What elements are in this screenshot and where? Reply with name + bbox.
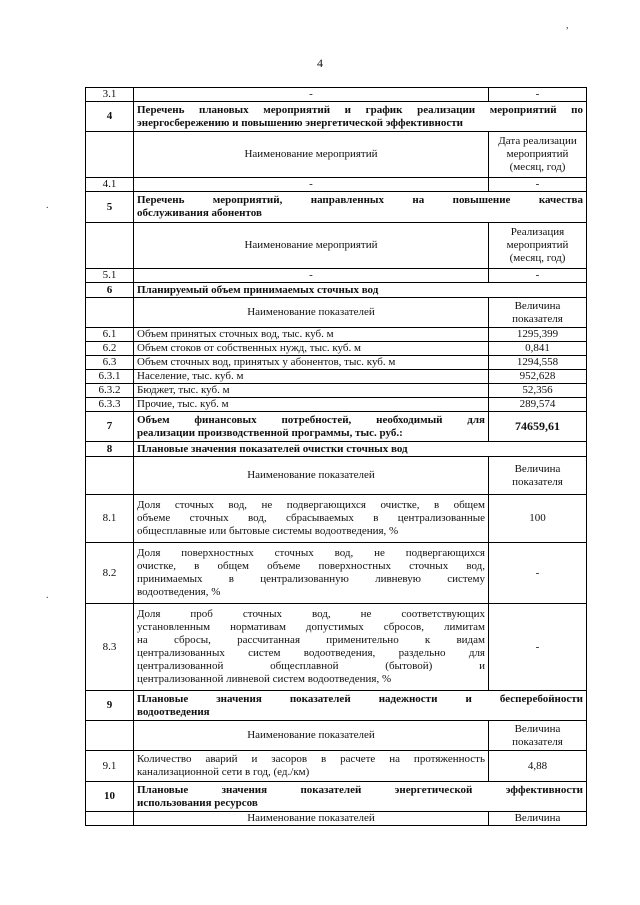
margin-mark-top: . <box>46 200 49 211</box>
column-header-value <box>489 298 587 328</box>
row-name <box>134 751 489 782</box>
header-line: показателя <box>512 475 563 488</box>
column-header-value <box>489 223 587 269</box>
section-title: Плановые значения показателей очистки сточных вод <box>134 442 587 457</box>
header-line: Величина <box>514 722 561 735</box>
header-line: Величина <box>514 299 561 312</box>
text-line: Доля поверхностных сточных вод, не подвергающихся <box>137 547 485 559</box>
column-header-value <box>489 132 587 178</box>
section-title-line: обслуживания абонентов <box>137 207 262 219</box>
section-title-line: Плановые значения показателей надежности и бесперебойности <box>137 692 583 705</box>
column-header-name: Наименование мероприятий <box>134 132 489 178</box>
column-header-value <box>489 457 587 495</box>
row-number: 5.1 <box>86 269 134 283</box>
table-row <box>86 495 587 543</box>
header-line: показателя <box>512 312 563 325</box>
section-title-line: Плановые значения показателей энергетической эффективности <box>137 783 583 796</box>
text-line: канализационной сети в год, (ед./км) <box>137 766 310 778</box>
margin-mark-bottom: . <box>46 590 49 601</box>
header-line: (месяц, год) <box>509 252 566 264</box>
section-title-line: реализации производственной программы, тыс. руб.: <box>137 426 403 439</box>
table-row <box>86 370 587 384</box>
table-row <box>86 398 587 412</box>
header-line: мероприятий <box>506 148 569 160</box>
text-line: Количество аварий и засоров в расчете на протяженность <box>137 753 485 765</box>
row-value: 4,88 <box>489 751 587 782</box>
column-header-row <box>86 298 587 328</box>
row-number: 6.3 <box>86 356 134 370</box>
corner-mark: , <box>566 20 569 31</box>
row-name: Бюджет, тыс. куб. м <box>134 384 489 398</box>
row-value: 100 <box>489 495 587 543</box>
row-number: 6.3.2 <box>86 384 134 398</box>
row-number: 9.1 <box>86 751 134 782</box>
row-name <box>134 495 489 543</box>
section-title-line: Перечень плановых мероприятий и график реализации мероприятий по <box>137 103 583 116</box>
row-name <box>134 543 489 604</box>
column-header-row <box>86 812 587 826</box>
row-value: 952,628 <box>489 370 587 384</box>
header-line: Величина <box>514 462 561 475</box>
section-title <box>134 691 587 721</box>
row-number: 4.1 <box>86 178 134 192</box>
table-row <box>86 178 587 192</box>
section-number: 5 <box>86 192 134 223</box>
section-title <box>134 782 587 812</box>
table-row <box>86 328 587 342</box>
section-number: 6 <box>86 283 134 298</box>
text-line: централизованных систем водоотведения, раздельно для <box>137 647 485 659</box>
section-number: 9 <box>86 691 134 721</box>
table-row <box>86 88 587 102</box>
text-line: общесплавные или бытовые системы водоотведения, % <box>137 525 399 537</box>
text-line: Доля проб сточных вод, не соответствующих <box>137 608 485 620</box>
header-line: мероприятий <box>506 239 569 251</box>
row-value: 289,574 <box>489 398 587 412</box>
text-line: централизованной ливневой систем водоотведения, % <box>137 673 392 685</box>
row-name: Объем принятых сточных вод, тыс. куб. м <box>134 328 489 342</box>
text-line: установленным нормативам допустимых сбросов, лимитам <box>137 621 485 633</box>
section-title-line: Перечень мероприятий, направленных на повышение качества <box>137 194 583 206</box>
row-value: 52,356 <box>489 384 587 398</box>
section-title <box>134 412 489 442</box>
text-line: водоотведения, % <box>137 586 221 598</box>
text-line: объеме сточных вод, сбрасываемых в централизованные <box>137 512 485 524</box>
column-header-name: Наименование показателей <box>134 721 489 751</box>
text-line: очистке, в общем объеме поверхностных сточных вод, <box>137 560 485 572</box>
table-row <box>86 342 587 356</box>
section-title-line: водоотведения <box>137 705 210 718</box>
row-name: - <box>134 88 489 102</box>
row-name: - <box>134 269 489 283</box>
text-line: на сбросы, рассчитанная применительно к видам <box>137 634 485 646</box>
column-header-row <box>86 457 587 495</box>
row-number: 8.1 <box>86 495 134 543</box>
row-value: - <box>489 604 587 691</box>
section-header <box>86 102 587 132</box>
table-row <box>86 751 587 782</box>
section-number: 8 <box>86 442 134 457</box>
row-name: Прочие, тыс. куб. м <box>134 398 489 412</box>
row-number: 8.3 <box>86 604 134 691</box>
row-value: - <box>489 178 587 192</box>
table-row <box>86 384 587 398</box>
row-name: - <box>134 178 489 192</box>
row-number: 6.3.3 <box>86 398 134 412</box>
column-header-name: Наименование показателей <box>134 457 489 495</box>
row-number: 6.3.1 <box>86 370 134 384</box>
header-line: (месяц, год) <box>509 161 566 173</box>
section-title-line: Объем финансовых потребностей, необходимый для <box>137 413 485 426</box>
row-name: Объем стоков от собственных нужд, тыс. куб. м <box>134 342 489 356</box>
header-line: Реализация <box>510 226 565 238</box>
financial-value: 74659,61 <box>489 412 587 442</box>
column-header-row <box>86 132 587 178</box>
section-header <box>86 442 587 457</box>
column-header-name: Наименование мероприятий <box>134 223 489 269</box>
row-value: 1294,558 <box>489 356 587 370</box>
text-line: централизованной общесплавной (бытовой) и <box>137 660 485 672</box>
row-name <box>134 604 489 691</box>
row-value: - <box>489 88 587 102</box>
table-row <box>86 269 587 283</box>
row-number: 8.2 <box>86 543 134 604</box>
table-row <box>86 356 587 370</box>
text-line: Доля сточных вод, не подвергающихся очистке, в общем <box>137 499 485 511</box>
column-header-name: Наименование показателей <box>134 812 489 826</box>
row-value: 0,841 <box>489 342 587 356</box>
column-header-value <box>489 721 587 751</box>
row-name: Население, тыс. куб. м <box>134 370 489 384</box>
page-number: 4 <box>317 56 323 70</box>
row-number: 3.1 <box>86 88 134 102</box>
column-header-row <box>86 223 587 269</box>
section-title-line: энергосбережению и повышению энергетической эффективности <box>137 116 464 129</box>
section-title-line: использования ресурсов <box>137 796 258 809</box>
section-header <box>86 782 587 812</box>
column-header-row <box>86 721 587 751</box>
column-header-name: Наименование показателей <box>134 298 489 328</box>
header-line: показателя <box>512 735 563 748</box>
row-value: - <box>489 269 587 283</box>
row-name: Объем сточных вод, принятых у абонентов, тыс. куб. м <box>134 356 489 370</box>
section-header <box>86 412 587 442</box>
row-number: 6.2 <box>86 342 134 356</box>
row-value: 1295,399 <box>489 328 587 342</box>
text-line: принимаемых в централизованную ливневую систему <box>137 573 485 585</box>
section-number: 10 <box>86 782 134 812</box>
row-value: - <box>489 543 587 604</box>
program-table <box>85 87 587 826</box>
section-header <box>86 283 587 298</box>
section-header <box>86 691 587 721</box>
section-header <box>86 192 587 223</box>
header-line: Дата реализации <box>498 135 577 147</box>
table-row <box>86 543 587 604</box>
section-number: 7 <box>86 412 134 442</box>
column-header-value: Величина <box>489 812 587 826</box>
section-title <box>134 102 587 132</box>
section-title <box>134 192 587 223</box>
table-row <box>86 604 587 691</box>
section-title: Планируемый объем принимаемых сточных вод <box>134 283 587 298</box>
row-number: 6.1 <box>86 328 134 342</box>
section-number: 4 <box>86 102 134 132</box>
